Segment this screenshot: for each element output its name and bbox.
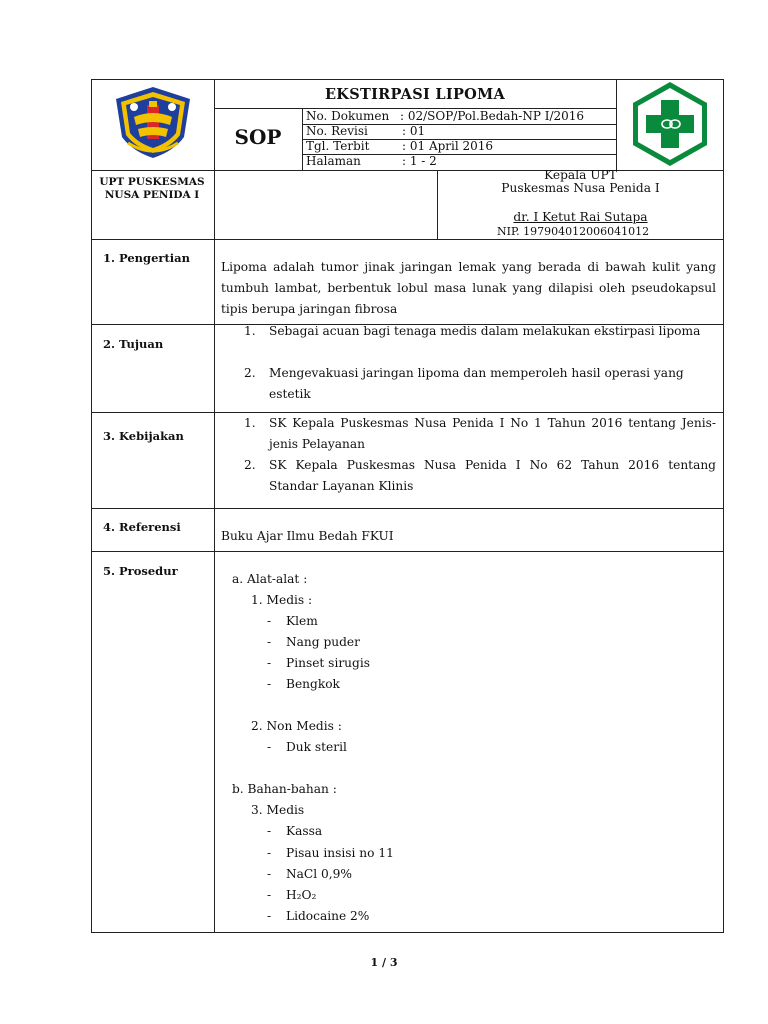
tujuan-item-text: Mengevakuasi jaringan lipoma dan memperoleh hasil operasi yang estetik: [269, 366, 684, 401]
dash-marker: -: [267, 824, 272, 838]
list-item-text: Kassa: [286, 824, 323, 838]
list-item: [267, 674, 340, 695]
alat-heading: a. Alat-alat :: [232, 572, 308, 586]
doc-info-label: No. Dokumen: [306, 109, 390, 123]
list-item-text: NaCl 0,9%: [286, 867, 352, 881]
referensi-text: Buku Ajar Ilmu Bedah FKUI: [221, 529, 394, 543]
dash-marker: -: [267, 888, 272, 902]
list-item: [267, 843, 394, 864]
kebijakan-item: 1. SK Kepala Puskesmas Nusa Penida I No 1 Tahun 2016 tentang Jenis- jenis Pelayanan: [244, 413, 716, 455]
dash-marker: -: [267, 635, 272, 649]
puskesmas-logo: [627, 80, 713, 168]
doc-info-value: : 1 - 2: [402, 154, 437, 168]
list-item: [267, 885, 317, 906]
medis-heading: 1. Medis :: [251, 593, 313, 607]
section-label-tujuan: 2. Tujuan: [103, 337, 164, 351]
list-item-text: Pinset sirugis: [286, 656, 370, 670]
bahan-medis-heading: 3. Medis: [251, 803, 305, 817]
non-medis-heading: 2. Non Medis :: [251, 719, 342, 733]
dash-marker: -: [267, 656, 272, 670]
kebijakan-item-text: SK Kepala Puskesmas Nusa Penida I No 1 Tahun 2016 tentang Jenis- jenis Pelayanan: [269, 416, 716, 451]
doc-info-value: : 01: [402, 124, 426, 138]
list-item-text: Bengkok: [286, 677, 340, 691]
dash-marker: -: [267, 846, 272, 860]
doc-info-row: [306, 124, 614, 139]
provincial-seal-logo: [104, 85, 202, 160]
kebijakan-item: 2. SK Kepala Puskesmas Nusa Penida I No 62 Tahun 2016 tentang Standar Layanan Klinis: [244, 455, 716, 497]
doc-info-value: : 02/SOP/Pol.Bedah-NP I/2016: [400, 109, 585, 123]
sop-label: SOP: [234, 125, 282, 149]
section-label-referensi: 4. Referensi: [103, 520, 181, 534]
pengertian-text: Lipoma adalah tumor jinak jaringan lemak yang berada di bawah kulit yang tumbuh lambat, berbentuk lobul masa lunak yang dilapisi oleh pseudokapsul tipis berupa jaringan fibrosa: [221, 260, 716, 316]
list-item-text: Klem: [286, 614, 318, 628]
list-item-text: Lidocaine 2%: [286, 909, 370, 923]
signatory-name: dr. I Ketut Rai Sutapa: [513, 210, 648, 224]
page-number: 1 / 3: [370, 956, 398, 969]
section-label-pengertian: 1. Pengertian: [103, 251, 190, 265]
doc-info-value: : 01 April 2016: [402, 139, 494, 153]
document-title: EKSTIRPASI LIPOMA: [324, 86, 506, 103]
doc-info-label: Halaman: [306, 154, 361, 168]
dash-marker: -: [267, 740, 272, 754]
dash-marker: -: [267, 909, 272, 923]
list-item: [267, 906, 370, 927]
list-item-text: H₂O₂: [286, 888, 317, 902]
list-item: [267, 821, 323, 842]
bahan-heading: b. Bahan-bahan :: [232, 782, 337, 796]
list-item: [267, 632, 360, 653]
dash-marker: -: [267, 867, 272, 881]
signatory-title-2: Puskesmas Nusa Penida I: [501, 181, 660, 195]
section-label-prosedur: 5. Prosedur: [103, 564, 178, 578]
section-label-kebijakan: 3. Kebijakan: [103, 429, 184, 443]
doc-info-label: No. Revisi: [306, 124, 368, 138]
list-item: [267, 864, 352, 885]
doc-info-row: [306, 139, 614, 154]
kebijakan-item-text: SK Kepala Puskesmas Nusa Penida I No 62 Tahun 2016 tentang Standar Layanan Klinis: [269, 458, 716, 493]
list-item: [267, 737, 347, 758]
dash-marker: -: [267, 614, 272, 628]
doc-info-label: Tgl. Terbit: [306, 139, 370, 153]
list-item-text: Nang puder: [286, 635, 360, 649]
list-item-text: Duk steril: [286, 740, 347, 754]
doc-info-row: [306, 154, 614, 169]
list-item: [267, 611, 318, 632]
doc-info-row: [306, 109, 614, 124]
dash-marker: -: [267, 677, 272, 691]
tujuan-item: 2. Mengevakuasi jaringan lipoma dan memperoleh hasil operasi yang estetik: [244, 363, 716, 405]
tujuan-item-text: Sebagai acuan bagi tenaga medis dalam melakukan ekstirpasi lipoma: [269, 324, 701, 338]
signatory-nip: NIP. 197904012006041012: [497, 225, 650, 238]
signatory-title-1: Kepala UPT: [544, 168, 617, 182]
organization-name: UPT PUSKESMAS NUSA PENIDA I: [99, 176, 205, 201]
list-item-text: Pisau insisi no 11: [286, 846, 394, 860]
tujuan-item: 1. Sebagai acuan bagi tenaga medis dalam melakukan ekstirpasi lipoma: [244, 321, 716, 363]
list-item: [267, 653, 370, 674]
